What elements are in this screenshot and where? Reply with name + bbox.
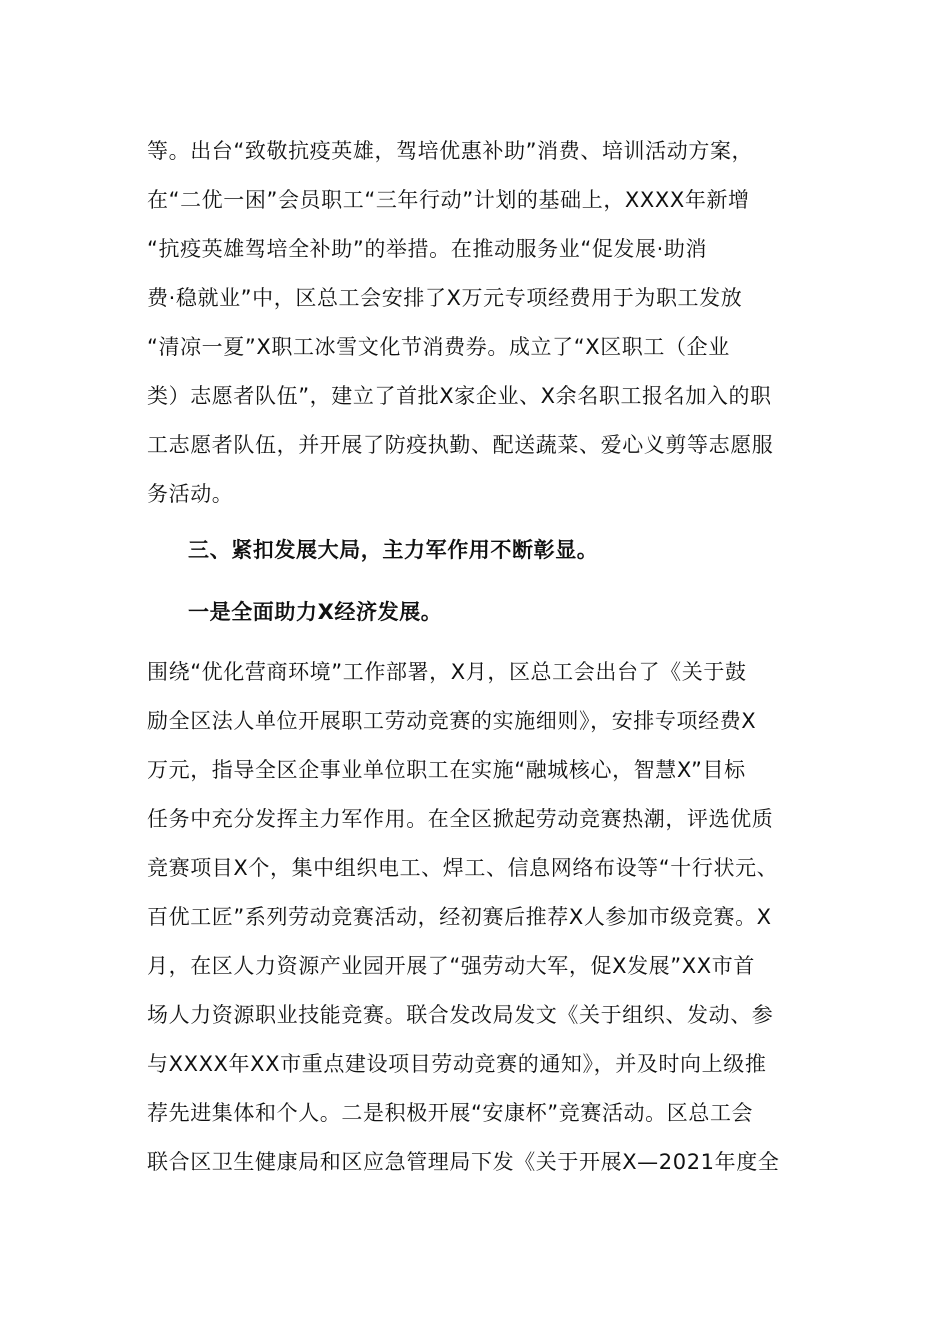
paragraph-line: 工志愿者队伍，并开展了防疫执勤、配送蔬菜、爱心义剪等志愿服 (147, 433, 774, 457)
paragraph-line: 场人力资源职业技能竞赛。联合发改局发文《关于组织、发动、参 (147, 1003, 774, 1027)
paragraph-line: 等。出台“致敬抗疫英雄，驾培优惠补助”消费、培训活动方案， (147, 139, 754, 163)
paragraph-line: 围绕“优化营商环境”工作部署，X月，区总工会出台了《关于鼓 (147, 660, 747, 684)
section-heading: 三、紧扣发展大局，主力军作用不断彰显。 (188, 538, 599, 562)
paragraph-line: 任务中充分发挥主力军作用。在全区掀起劳动竞赛热潮，评选优质 (147, 807, 774, 831)
paragraph-line: 万元，指导全区企事业单位职工在实施“融城核心，智慧X”目标 (147, 758, 746, 782)
paragraph-line: 百优工匠”系列劳动竞赛活动，经初赛后推荐X人参加市级竞赛。X (147, 905, 772, 929)
paragraph-line: “清凉一夏”X职工冰雪文化节消费券。成立了“X区职工（企业 (147, 335, 730, 359)
paragraph-line: 竞赛项目X个，集中组织电工、焊工、信息网络布设等“十行状元、 (147, 856, 779, 880)
paragraph-line: 在“二优一困”会员职工“三年行动”计划的基础上，XXXX年新增 (147, 188, 750, 212)
paragraph-line: “抗疫英雄驾培全补助”的举措。在推动服务业“促发展·助消 (147, 237, 708, 261)
paragraph-line: 励全区法人单位开展职工劳动竞赛的实施细则》，安排专项经费X (147, 709, 757, 733)
paragraph-line: 与XXXX年XX市重点建设项目劳动竞赛的通知》，并及时向上级推 (147, 1052, 767, 1076)
paragraph-line: 务活动。 (147, 482, 234, 506)
paragraph-line: 月，在区人力资源产业园开展了“强劳动大军，促X发展”XX市首 (147, 954, 755, 978)
paragraph-line: 类）志愿者队伍”，建立了首批X家企业、X余名职工报名加入的职 (147, 384, 772, 408)
subsection-heading: 一是全面助力X经济发展。 (188, 600, 443, 624)
paragraph-line: 联合区卫生健康局和区应急管理局下发《关于开展X—2021年度全 (147, 1150, 780, 1174)
paragraph-line: 费·稳就业”中，区总工会安排了X万元专项经费用于为职工发放 (147, 286, 743, 310)
paragraph-line: 荐先进集体和个人。二是积极开展“安康杯”竞赛活动。区总工会 (147, 1101, 754, 1125)
